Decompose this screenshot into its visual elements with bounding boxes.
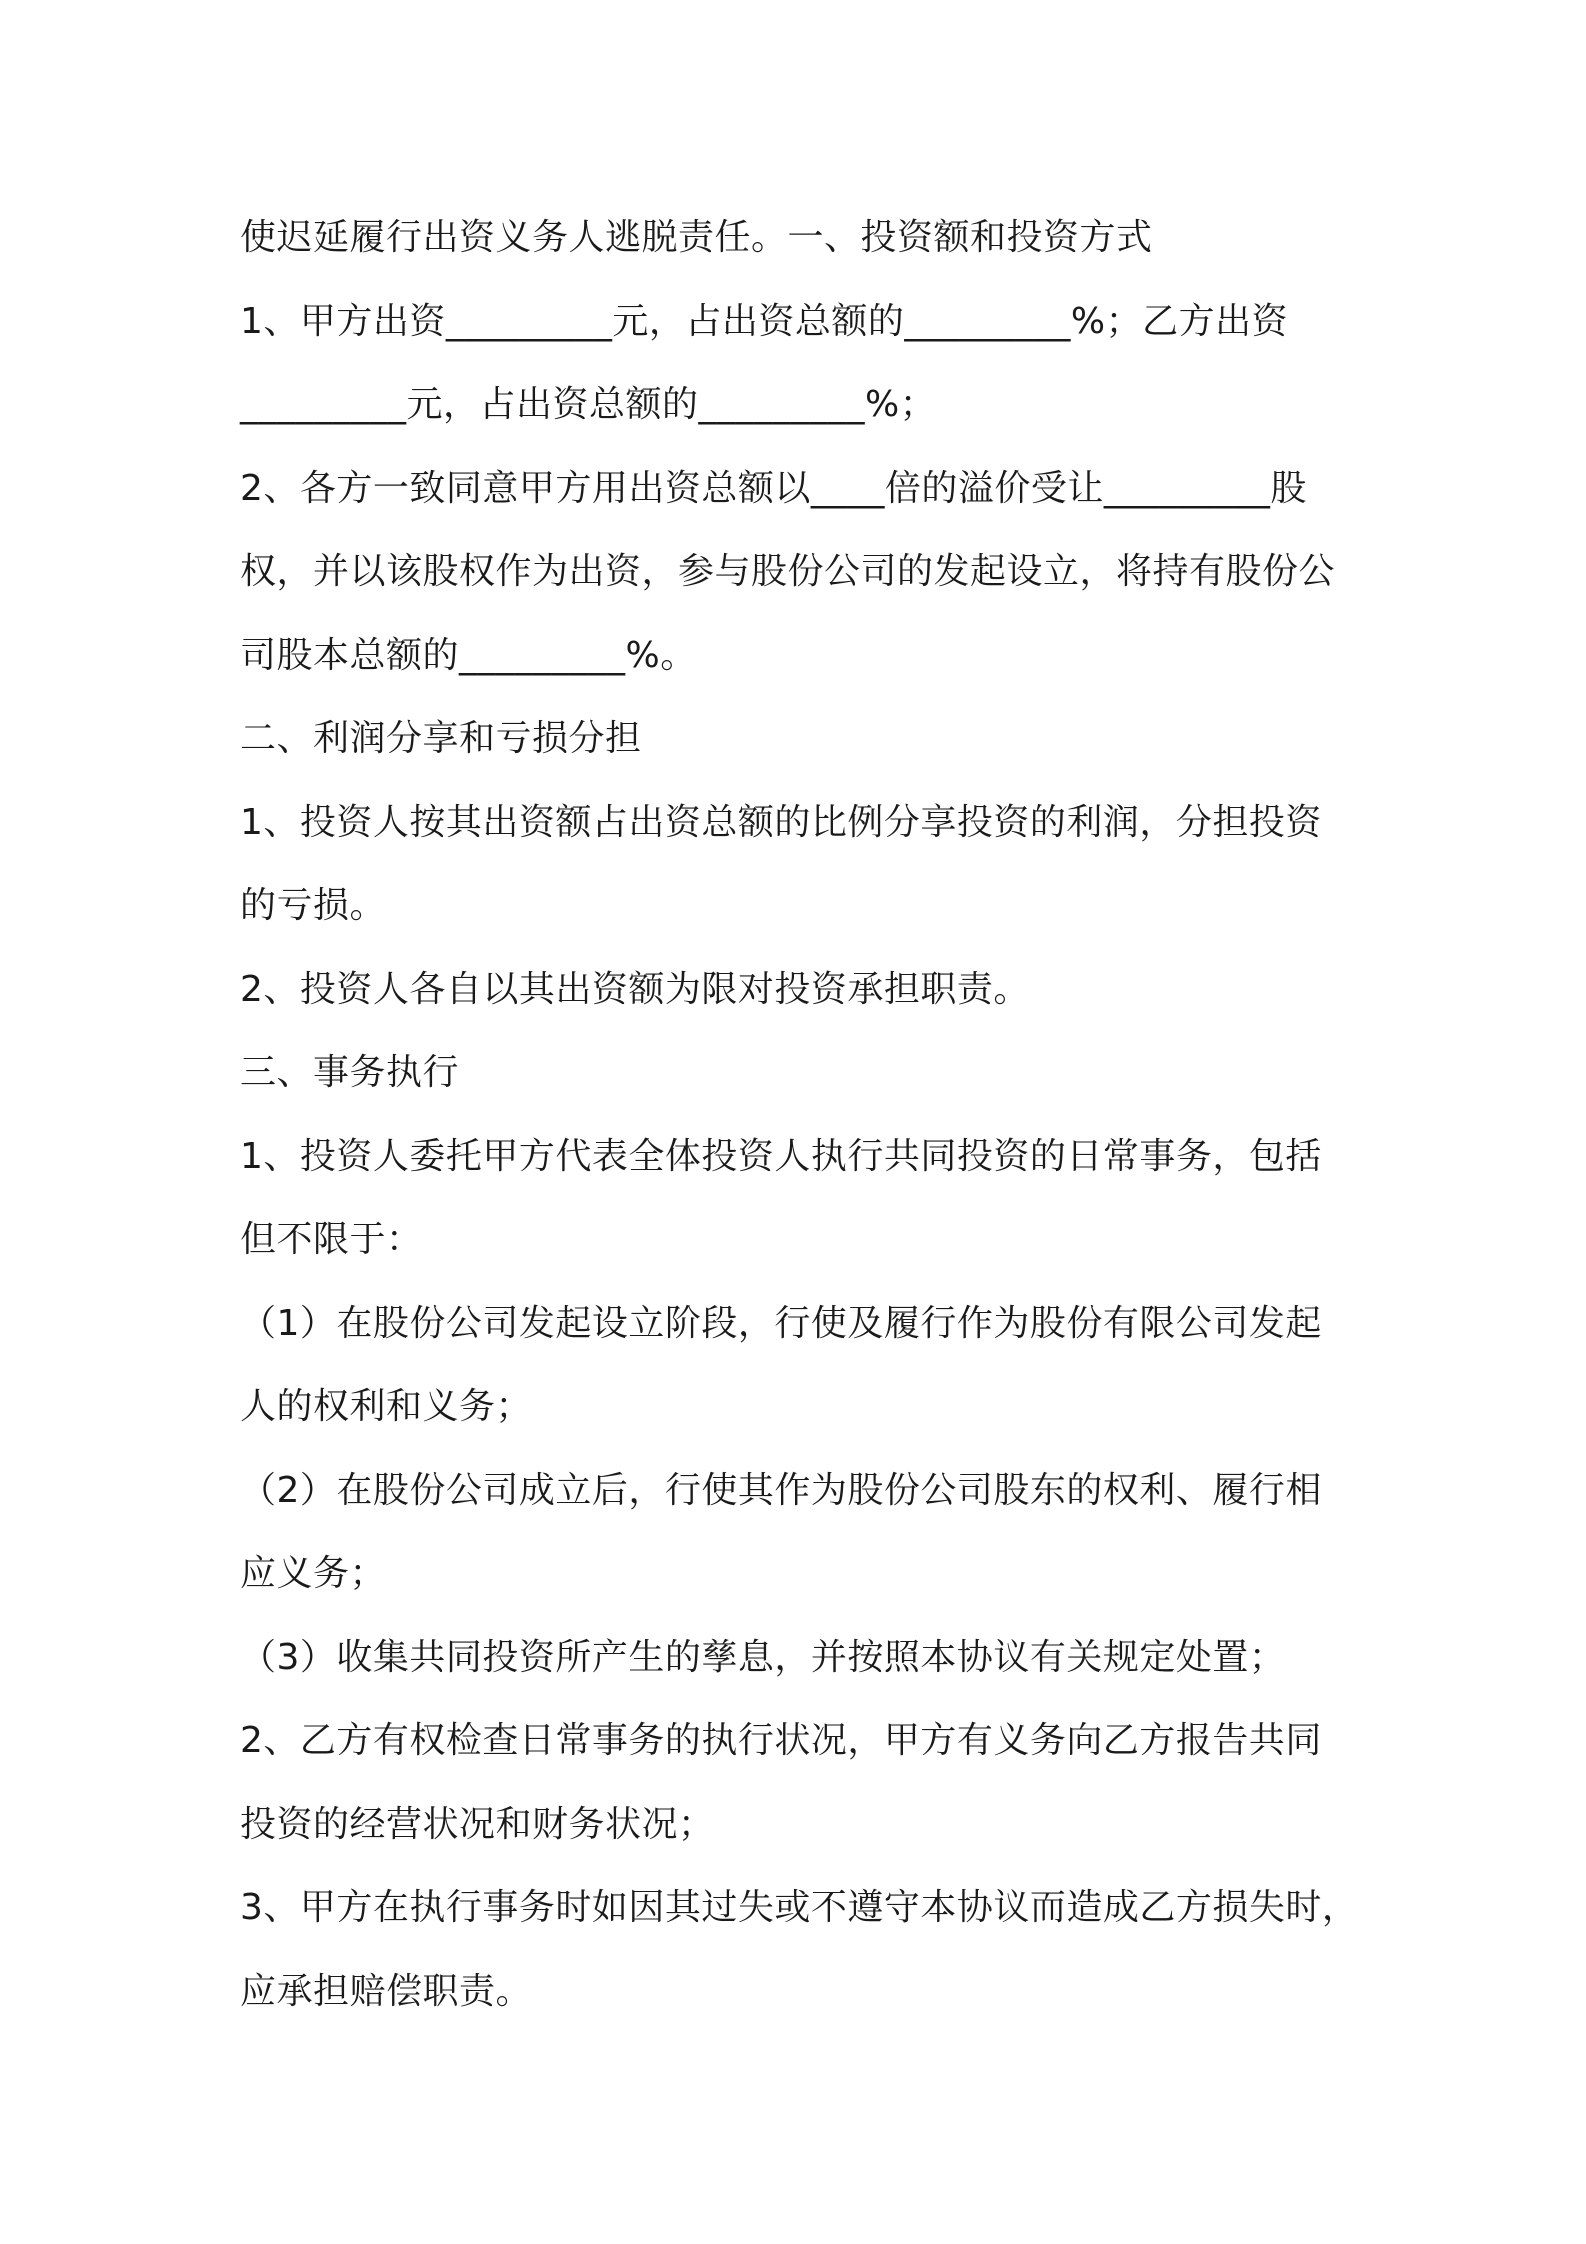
text-line: 人的权利和义务；: [240, 1386, 533, 1427]
text-line: 1、投资人按其出资额占出资总额的比例分享投资的利润，分担投资: [240, 801, 1322, 843]
text-line: 应义务；: [240, 1553, 387, 1594]
text-line: 1、投资人委托甲方代表全体投资人执行共同投资的日常事务，包括: [240, 1135, 1322, 1177]
text-line: 的亏损。: [240, 885, 387, 926]
section-heading: 三、事务执行: [240, 1052, 460, 1093]
text-line: 应承担赔偿职责。: [240, 1970, 533, 2012]
text-line: 1、甲方出资_________元，占出资总额的_________%；乙方出资: [240, 300, 1289, 342]
text-line: 投资的经营状况和财务状况；: [240, 1803, 715, 1845]
text-line: 但不限于：: [240, 1219, 423, 1260]
text-line: （1）在股份公司发起设立阶段，行使及履行作为股份有限公司发起: [240, 1302, 1322, 1344]
text-line: _________元，占出资总额的_________%；: [240, 384, 937, 425]
section-heading: 二、利润分享和亏损分担: [240, 718, 642, 759]
text-line: （2）在股份公司成立后，行使其作为股份公司股东的权利、履行相: [240, 1469, 1322, 1511]
text-line: 使迟延履行出资义务人逃脱责任。一、投资额和投资方式: [240, 217, 1153, 258]
text-line: 权，并以该股权作为出资，参与股份公司的发起设立，将持有股份公: [240, 551, 1336, 592]
text-line: 2、各方一致同意甲方用出资总额以____倍的溢价受让_________股: [240, 467, 1307, 509]
text-line: 司股本总额的_________%。: [240, 634, 697, 676]
text-line: 2、投资人各自以其出资额为限对投资承担职责。: [240, 968, 1030, 1010]
document-body: [240, 196, 1370, 2033]
text-line: 2、乙方有权检查日常事务的执行状况，甲方有义务向乙方报告共同: [240, 1720, 1322, 1761]
text-line: （3）收集共同投资所产生的孳息，并按照本协议有关规定处置；: [240, 1636, 1286, 1678]
text-line: 3、甲方在执行事务时如因其过失或不遵守本协议而造成乙方损失时，: [240, 1887, 1359, 1928]
